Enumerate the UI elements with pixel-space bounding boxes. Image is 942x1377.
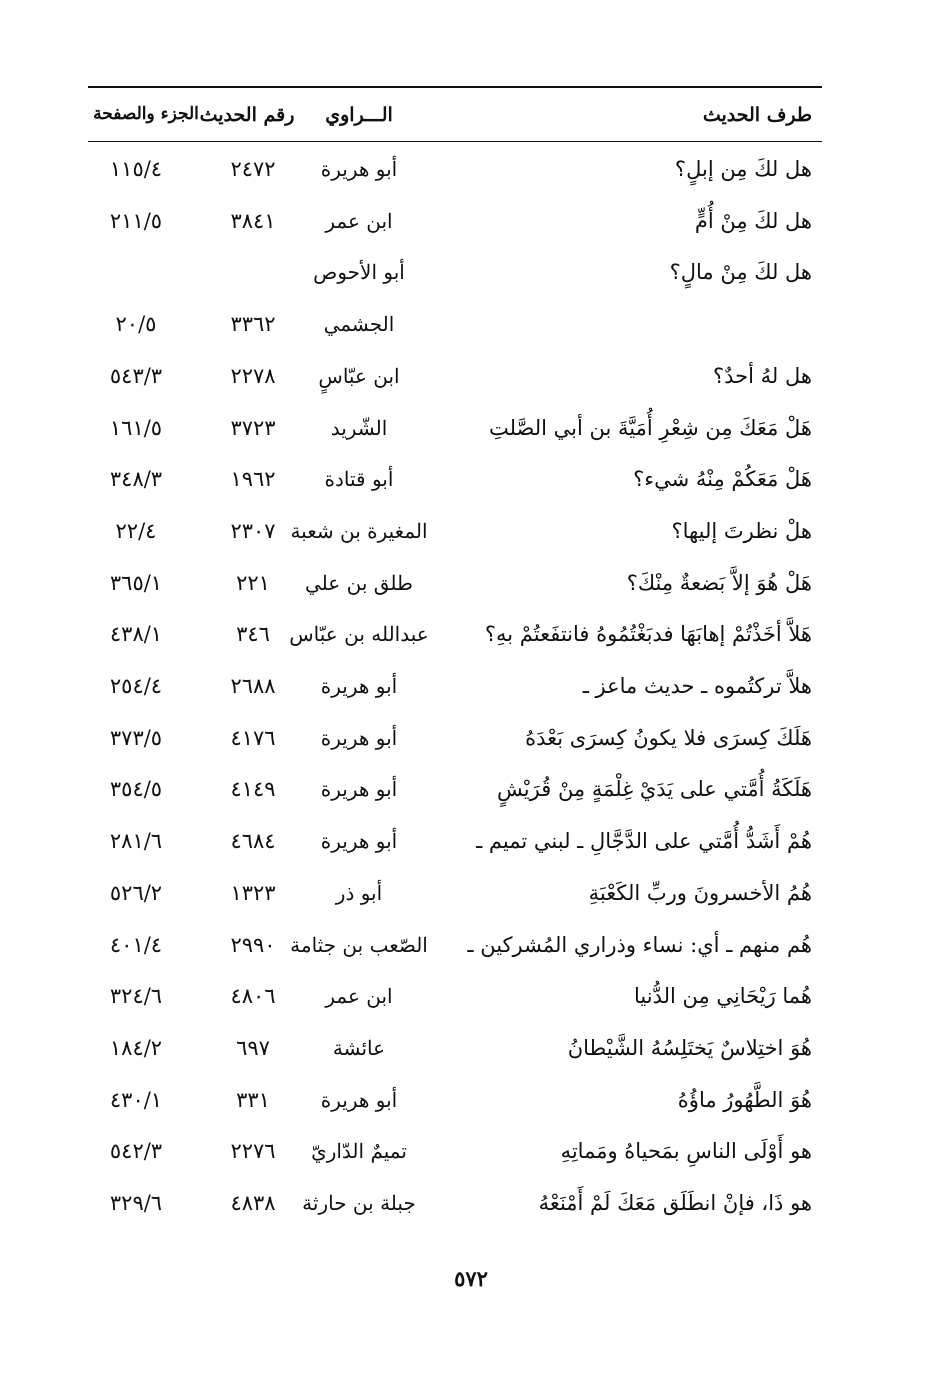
narrator: الشّريد xyxy=(330,415,388,440)
table-row xyxy=(88,248,822,300)
table-row xyxy=(88,404,822,456)
hadith-text: هلاَّ تركتُموه ـ حديث ماعز ـ xyxy=(582,674,812,698)
narrator: طلق بن علي xyxy=(305,570,413,595)
table-row xyxy=(88,1076,822,1128)
volume-page: ٢٢/٤ xyxy=(115,518,157,543)
hadith-number: ٦٩٧ xyxy=(236,1035,270,1060)
hadith-text: هل لهُ أحدٌ؟ xyxy=(713,363,812,388)
narrator: ابن عمر xyxy=(325,984,393,1009)
table-row xyxy=(88,610,822,662)
table-row xyxy=(88,145,822,197)
table-header xyxy=(88,96,822,140)
volume-page: ٥٤٣/٣ xyxy=(109,363,163,388)
narrator: المغيرة بن شعبة xyxy=(290,518,428,543)
narrator: الجشمي xyxy=(323,312,395,337)
volume-page: ١٨٤/٢ xyxy=(109,1035,163,1060)
volume-page: ٣٦٥/١ xyxy=(109,570,163,595)
table-row xyxy=(88,352,822,404)
table-row xyxy=(88,714,822,766)
narrator: الصّعب بن جثامة xyxy=(290,932,428,957)
table-row xyxy=(88,662,822,714)
volume-page: ٣٤٨/٣ xyxy=(109,467,163,492)
hadith-number: ٢٤٧٢ xyxy=(230,157,276,181)
table-row xyxy=(88,972,822,1024)
hadith-text: هلْ نظرتَ إليها؟ xyxy=(671,518,812,543)
table-row xyxy=(88,507,822,559)
narrator: أبو هريرة xyxy=(320,157,398,181)
hadith-text: هُوَ اختِلاسٌ يَختَلِسُهُ الشَّيْطانُ xyxy=(567,1035,812,1060)
header-volume-page: الجزء والصفحة xyxy=(93,104,199,124)
volume-page: ٣٢٩/٦ xyxy=(109,1191,163,1215)
table-row xyxy=(88,455,822,507)
top-rule xyxy=(88,86,822,88)
hadith-text: هَلَكَ كِسرَى فلا يكونُ كِسرَى بَعْدَهُ xyxy=(525,725,812,750)
hadith-number: ٤١٧٦ xyxy=(230,725,276,750)
header-rule xyxy=(88,141,822,142)
hadith-number: ٤٨٣٨ xyxy=(230,1191,276,1215)
hadith-number: ٢٢٧٨ xyxy=(230,363,276,388)
hadith-number: ٤٦٨٤ xyxy=(230,829,276,854)
hadith-text: هَلَكَةُ أُمَّتي على يَدَيْ غِلْمَةٍ مِنْ قُرَيْشٍ xyxy=(497,777,812,802)
hadith-text: هَلْ مَعَكُمْ مِنْهُ شيء؟ xyxy=(633,467,812,492)
volume-page: ٢٠/٥ xyxy=(115,312,157,337)
hadith-text: هُم منهم ـ أي: نساء وذراري المُشركين ـ xyxy=(467,932,812,957)
header-narrator: الـــراوي xyxy=(325,104,393,126)
volume-page: ٢٨١/٦ xyxy=(109,829,163,854)
hadith-number: ٣٤٦ xyxy=(236,622,270,647)
narrator: أبو الأحوص xyxy=(313,260,405,285)
narrator: أبو هريرة xyxy=(320,725,398,750)
narrator: أبو ذر xyxy=(335,880,383,905)
page-number: ٥٧٢ xyxy=(454,1266,488,1291)
table-row xyxy=(88,197,822,249)
narrator: أبو هريرة xyxy=(320,829,398,854)
hadith-text: هَلاَّ أخَذْتُمْ إهابَهَا فدبَغْتُمُوهُ فانتفَعتُمْ بهِ؟ xyxy=(484,622,812,647)
table-row xyxy=(88,869,822,921)
hadith-number: ٢٢١ xyxy=(236,570,270,595)
hadith-text: هُوَ الطَّهُورُ ماؤُهُ xyxy=(677,1087,812,1112)
volume-page: ٤٣٠/١ xyxy=(109,1087,163,1112)
table-row xyxy=(88,1024,822,1076)
volume-page: ٢١١/٥ xyxy=(109,208,163,233)
volume-page: ٥٢٦/٢ xyxy=(109,880,163,905)
volume-page: ٤٣٨/١ xyxy=(109,622,163,647)
narrator: جبلة بن حارثة xyxy=(302,1191,416,1215)
hadith-number: ٣٣٦٢ xyxy=(230,312,276,337)
volume-page: ٣٢٤/٦ xyxy=(109,984,163,1009)
hadith-text: هو أَوْلَى الناسِ بمَحياهُ ومَماتِهِ xyxy=(560,1139,812,1164)
hadith-number: ٢٣٠٧ xyxy=(230,518,276,543)
hadith-text: هل لكَ مِنْ أُمٍّ xyxy=(694,208,812,233)
volume-page: ٥٤٢/٣ xyxy=(109,1139,163,1164)
volume-page: ٣٥٤/٥ xyxy=(109,777,163,802)
hadith-text: هل لكَ مِن إبلٍ؟ xyxy=(674,157,812,181)
hadith-number: ٣٣١ xyxy=(236,1087,270,1112)
hadith-number: ٤٨٠٦ xyxy=(230,984,276,1009)
hadith-text: هُما رَيْحَانِي مِن الدُّنيا xyxy=(634,984,812,1009)
hadith-text: هَلْ مَعَكَ مِن شِعْرِ أُمَيَّةَ بن أبي الصَّلتِ xyxy=(488,415,812,440)
narrator: أبو هريرة xyxy=(320,674,398,698)
table-row xyxy=(88,1127,822,1179)
volume-page: ٢٥٤/٤ xyxy=(109,674,163,698)
table-row xyxy=(88,300,822,352)
volume-page: ٤٠١/٤ xyxy=(109,932,163,957)
table-row xyxy=(88,817,822,869)
hadith-text: هُمُ الأخسرونَ وربِّ الكَعْبَةِ xyxy=(588,880,812,905)
hadith-text: هو ذَا، فإنْ انطَلَق مَعَكَ لَمْ أَمْنَعْهُ xyxy=(538,1191,812,1215)
hadith-number: ٤١٤٩ xyxy=(230,777,276,802)
narrator: أبو هريرة xyxy=(320,1087,398,1112)
header-number: رقم الحديث xyxy=(199,104,295,126)
hadith-number: ٢٢٧٦ xyxy=(230,1139,276,1164)
table-row xyxy=(88,559,822,611)
volume-page: ١٦١/٥ xyxy=(109,415,163,440)
narrator: أبو هريرة xyxy=(320,777,398,802)
hadith-number: ٣٨٤١ xyxy=(230,208,276,233)
hadith-number: ٢٩٩٠ xyxy=(230,932,276,957)
narrator: عائشة xyxy=(332,1035,386,1060)
header-hadith: طرف الحديث xyxy=(702,104,812,126)
hadith-number: ٣٧٢٣ xyxy=(230,415,276,440)
volume-page: ١١٥/٤ xyxy=(109,157,163,181)
table-row xyxy=(88,1179,822,1231)
table-row xyxy=(88,921,822,973)
narrator: عبدالله بن عبّاس xyxy=(289,622,429,647)
volume-page: ٣٧٣/٥ xyxy=(109,725,163,750)
hadith-text: هَلْ هُوَ إلاَّ بَضعةٌ مِنْكَ؟ xyxy=(626,570,812,595)
table-row xyxy=(88,765,822,817)
hadith-text: هُمْ أَشَدُّ أُمَّتي على الدَّجَّالِ ـ لبني تميم ـ xyxy=(476,829,812,854)
narrator: أبو قتادة xyxy=(324,467,394,492)
narrator: تميمٌ الدّاريّ xyxy=(311,1139,407,1164)
narrator: ابن عبّاسٍ xyxy=(318,363,400,388)
narrator: ابن عمر xyxy=(325,208,393,233)
hadith-number: ٢٦٨٨ xyxy=(230,674,276,698)
hadith-number: ١٣٢٣ xyxy=(230,880,276,905)
hadith-text: هل لكَ مِنْ مالٍ؟ xyxy=(669,260,812,285)
hadith-number: ١٩٦٢ xyxy=(230,467,276,492)
